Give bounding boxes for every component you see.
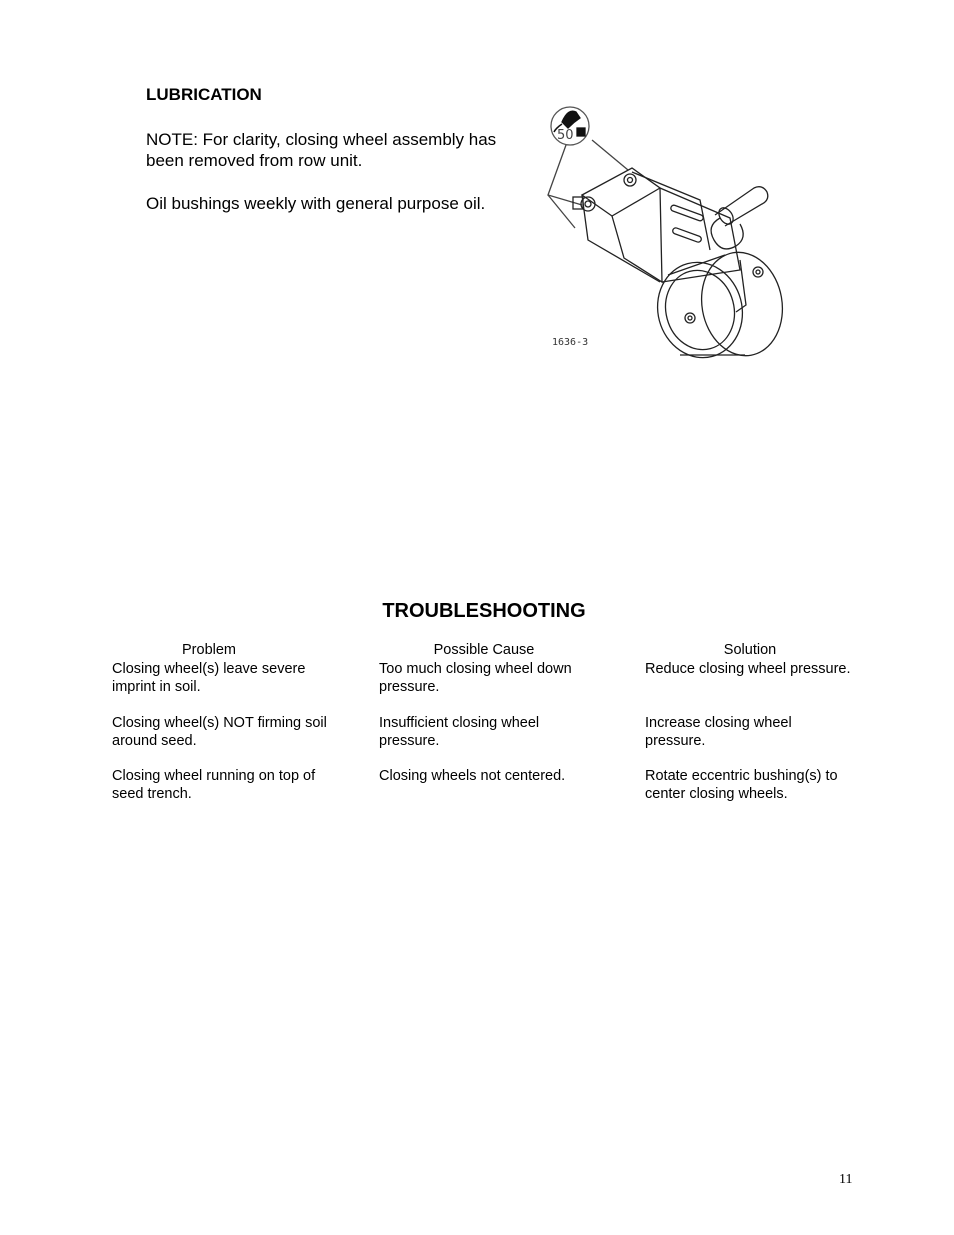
troubleshooting-heading: TROUBLESHOOTING — [382, 600, 586, 622]
solution-cell: Reduce closing wheel pressure. — [645, 661, 851, 677]
cause-cell: Too much closing wheel down pressure. — [379, 661, 572, 695]
column-header-cause: Possible Cause — [433, 642, 535, 658]
problem-cell: Closing wheel(s) leave severe imprint in soil. — [112, 661, 306, 695]
lubrication-heading: LUBRICATION — [146, 85, 262, 104]
page-number: 11 — [839, 1172, 853, 1187]
cause-cell: Insufficient closing wheel pressure. — [379, 715, 540, 749]
oil-interval-label: 50 — [557, 128, 574, 143]
cause-cell: Closing wheels not centered. — [379, 768, 566, 784]
problem-cell: Closing wheel(s) NOT firming soil around seed. — [112, 715, 327, 749]
closing-wheel-bracket-illustration — [540, 100, 790, 365]
solution-cell: Increase closing wheel pressure. — [645, 715, 792, 749]
lubrication-instruction: Oil bushings weekly with general purpose oil. — [146, 194, 486, 213]
problem-cell: Closing wheel running on top of seed trench. — [112, 768, 316, 802]
lubrication-note: NOTE: For clarity, closing wheel assembly has been removed from row unit. — [146, 130, 497, 170]
figure-id-label: 1636-3 — [552, 337, 589, 348]
solution-cell: Rotate eccentric bushing(s) to center closing wheels. — [645, 768, 838, 802]
column-header-solution: Solution — [723, 642, 777, 658]
column-header-problem: Problem — [182, 642, 236, 658]
